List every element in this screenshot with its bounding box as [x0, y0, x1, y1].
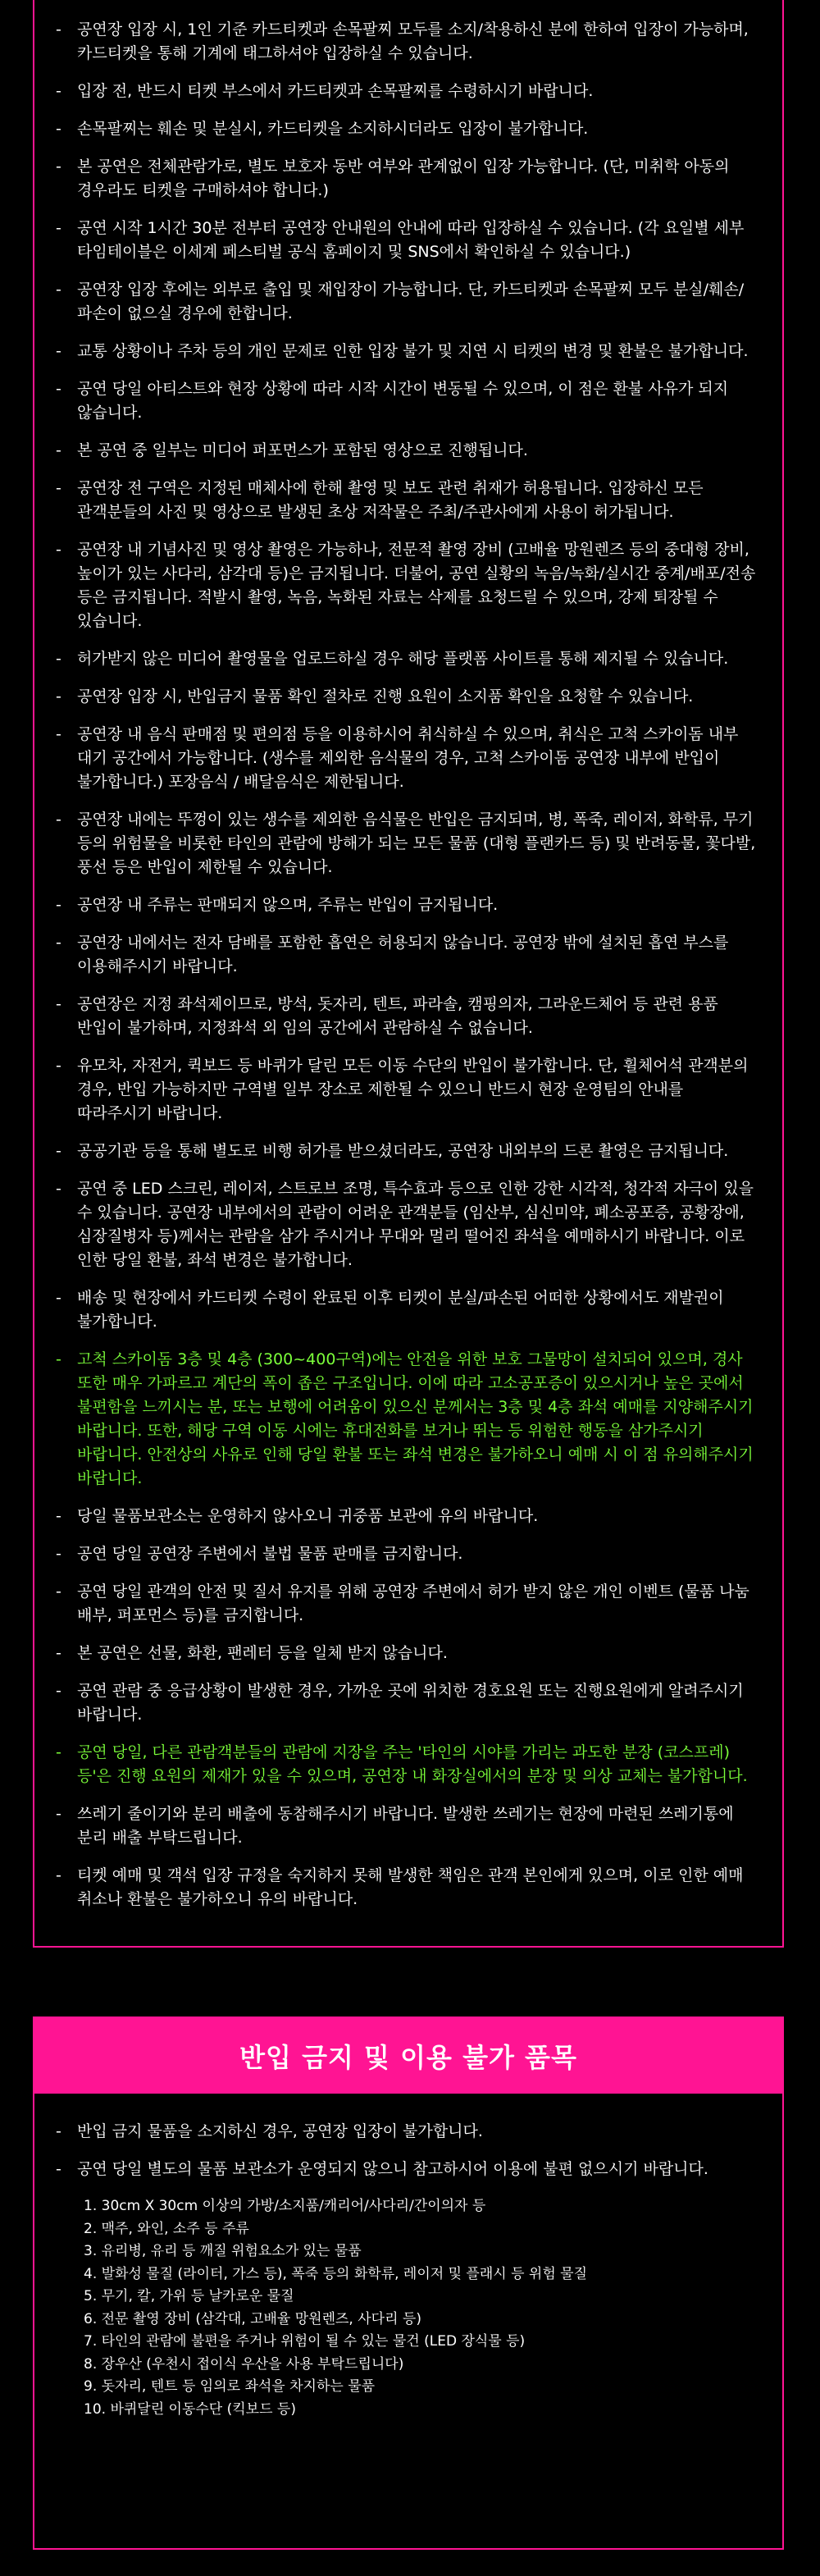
bullet-dash: - — [56, 1057, 61, 1075]
notice-item-text: 공연 당일 아티스트와 현장 상황에 따라 시작 시간이 변동될 수 있으며, 이 점은 환불 사유가 되지 않습니다. — [77, 380, 729, 422]
notice-item-text: 공연장 입장 후에는 외부로 출입 및 재입장이 가능합니다. 단, 카드티켓과 손목팔찌 모두 분실/훼손/파손이 없으실 경우에 한합니다. — [77, 281, 745, 322]
prohibited-note-text: 공연 당일 별도의 물품 보관소가 운영되지 않으니 참고하시어 이용에 불편 없으시기 바랍니다. — [77, 2160, 708, 2178]
notice-item — [56, 217, 761, 264]
notice-item — [56, 1802, 761, 1850]
notice-item — [56, 1140, 761, 1163]
prohibited-note — [56, 2158, 761, 2181]
notice-item — [56, 1505, 761, 1528]
bullet-dash: - — [56, 1583, 61, 1601]
notice-item-text: 티켓 예매 및 객석 입장 규정을 숙지하지 못해 발생한 책임은 관객 본인에게 있으며, 이로 인한 예매 취소나 환불은 불가하오니 유의 바랍니다. — [77, 1866, 744, 1908]
notice-item-text: 교통 상황이나 주차 등의 개인 문제로 인한 입장 불가 및 지연 시 티켓의 변경 및 환불은 불가합니다. — [77, 342, 749, 360]
notice-item-text: 공연장 입장 시, 반입금지 물품 확인 절차로 진행 요원이 소지품 확인을 요청할 수 있습니다. — [77, 687, 694, 706]
bullet-dash: - — [56, 1142, 61, 1160]
bullet-dash: - — [56, 725, 61, 743]
notice-item-text: 공연 당일, 다른 관람객분들의 관람에 지장을 주는 '타인의 시야를 가리는 과도한 분장 (코스프레) 등'은 진행 요원의 제재가 있을 수 있으며, 공연장 내 화장실에서의 분장 및 의상 교체는 불가합니다. — [77, 1743, 748, 1785]
notice-item — [56, 1741, 761, 1788]
notice-item — [56, 893, 761, 917]
bullet-dash: - — [56, 21, 61, 39]
bullet-dash: - — [56, 1180, 61, 1198]
notice-item — [56, 1580, 761, 1628]
notice-item-text: 공연장 입장 시, 1인 기준 카드티켓과 손목팔찌 모두를 소지/착용하신 분에 한하여 입장이 가능하며, 카드티켓을 통해 기계에 태그하셔야 입장하실 수 있습니다. — [77, 21, 749, 62]
bullet-dash: - — [56, 896, 61, 914]
notice-item — [56, 18, 761, 66]
notice-item-text: 본 공연은 선물, 화환, 팬레터 등을 일체 받지 않습니다. — [77, 1644, 448, 1662]
notice-item — [56, 1642, 761, 1665]
bullet-dash: - — [56, 1805, 61, 1823]
bullet-dash: - — [56, 380, 61, 398]
bullet-dash: - — [56, 219, 61, 237]
bullet-dash: - — [56, 687, 61, 706]
notice-item — [56, 1679, 761, 1727]
notice-item-text: 공연장 내 기념사진 및 영상 촬영은 가능하나, 전문적 촬영 장비 (고배율 망원렌즈 등의 중대형 장비, 높이가 있는 사다리, 삼각대 등)은 금지됩니다. 더불어, 공연 실황의 녹음/녹화/실시간 중계/배포/전송 등은 금지됩니다. 적발시 촬영, 녹음, 녹화된 자료는 삭제를 요청드릴 수 있으며, 강제 퇴장될 수 있습니다. — [77, 541, 756, 630]
notice-item — [56, 80, 761, 103]
notice-item — [56, 1177, 761, 1272]
notice-item-text: 공연장은 지정 좌석제이므로, 방석, 돗자리, 텐트, 파라솔, 캠핑의자, 그라운드체어 등 관련 용품 반입이 불가하며, 지정좌석 외 임의 공간에서 관람하실 수 없습니다. — [77, 995, 718, 1037]
prohibited-items-list — [34, 2195, 782, 2421]
notice-item — [56, 117, 761, 141]
notice-item-text: 공연장 전 구역은 지정된 매체사에 한해 촬영 및 보도 관련 취재가 허용됩니다. 입장하신 모든 관객분들의 사진 및 영상으로 발생된 초상 저작물은 주최/주관사에게 사용이 허가됩니다. — [77, 479, 704, 521]
bullet-dash: - — [56, 441, 61, 459]
notice-item-text: 본 공연 중 일부는 미디어 퍼포먼스가 포함된 영상으로 진행됩니다. — [77, 441, 528, 459]
notice-item-text: 공연장 내에는 뚜껑이 있는 생수를 제외한 음식물은 반입은 금지되며, 병, 폭죽, 레이저, 화학류, 무기 등의 위험물을 비롯한 타인의 관람에 방해가 되는 모든 물품 (대형 플랜카드 등) 및 반려동물, 꽃다발, 풍선 등은 반입이 제한될 수 있습니다. — [77, 811, 756, 876]
prohibited-notes-list — [34, 2094, 782, 2181]
notice-item — [56, 1864, 761, 1911]
notice-item-text: 공연장 내에서는 전자 담배를 포함한 흡연은 허용되지 않습니다. 공연장 밖에 설치된 흡연 부스를 이용해주시기 바랍니다. — [77, 934, 729, 975]
notice-list — [34, 0, 782, 1911]
notice-item-text: 공공기관 등을 통해 별도로 비행 허가를 받으셨더라도, 공연장 내외부의 드론 촬영은 금지됩니다. — [77, 1142, 729, 1160]
bullet-dash: - — [56, 1545, 61, 1563]
notice-item-text: 배송 및 현장에서 카드티켓 수령이 완료된 이후 티켓이 분실/파손된 어떠한 상황에서도 재발권이 불가합니다. — [77, 1289, 724, 1331]
prohibited-item: 7. 타인의 관람에 불편을 주거나 위험이 될 수 있는 물건 (LED 장식물 등) — [84, 2333, 526, 2350]
prohibited-section — [33, 2016, 784, 2550]
notice-item-text: 손목팔찌는 훼손 및 분실시, 카드티켓을 소지하시더라도 입장이 불가합니다. — [77, 120, 589, 138]
notice-section — [33, 0, 784, 1948]
prohibited-item: 4. 발화성 물질 (라이터, 가스 등), 폭죽 등의 화학류, 레이저 및 플래시 등 위험 물질 — [84, 2265, 588, 2282]
notice-item — [56, 1054, 761, 1126]
prohibited-item: 3. 유리병, 유리 등 깨질 위험요소가 있는 물품 — [84, 2243, 362, 2259]
bullet-dash: - — [56, 2122, 61, 2140]
bullet-dash: - — [56, 120, 61, 138]
notice-item-text: 공연장 내 주류는 판매되지 않으며, 주류는 반입이 금지됩니다. — [77, 896, 499, 914]
notice-item — [56, 340, 761, 363]
bullet-dash: - — [56, 650, 61, 668]
notice-item-text: 공연장 내 음식 판매점 및 편의점 등을 이용하시어 취식하실 수 있으며, 취식은 고척 스카이돔 내부 대기 공간에서 가능합니다. (생수를 제외한 음식물의 경우, 고척 스카이돔 공연장 내부에 반입이 불가합니다.) 포장음식 / 배달음식은 제한됩니다. — [77, 725, 739, 791]
notice-item-text: 유모차, 자전거, 퀵보드 등 바퀴가 달린 모든 이동 수단의 반입이 불가합니다. 단, 휠체어석 관객분의 경우, 반입 가능하지만 구역별 일부 장소로 제한될 수 있으니 반드시 현장 운영팀의 안내를 따라주시기 바랍니다. — [77, 1057, 749, 1122]
notice-item — [56, 439, 761, 463]
notice-item-text: 쓰레기 줄이기와 분리 배출에 동참해주시기 바랍니다. 발생한 쓰레기는 현장에 마련된 쓰레기통에 분리 배출 부탁드립니다. — [77, 1805, 734, 1847]
notice-item-text: 입장 전, 반드시 티켓 부스에서 카드티켓과 손목팔찌를 수령하시기 바랍니다. — [77, 82, 594, 100]
prohibited-item: 1. 30cm X 30cm 이상의 가방/소지품/캐리어/사다리/간이의자 등 — [84, 2198, 486, 2214]
notice-item — [56, 1542, 761, 1566]
bullet-dash: - — [56, 342, 61, 360]
bullet-dash: - — [56, 158, 61, 176]
notice-item — [56, 723, 761, 794]
prohibited-item: 2. 맥주, 와인, 소주 등 주류 — [84, 2220, 249, 2237]
notice-item-text: 공연 당일 관객의 안전 및 질서 유지를 위해 공연장 주변에서 허가 받지 않은 개인 이벤트 (물품 나눔 배부, 퍼포먼스 등)를 금지합니다. — [77, 1583, 749, 1624]
notice-item — [56, 685, 761, 709]
notice-item-text: 고척 스카이돔 3층 및 4층 (300~400구역)에는 안전을 위한 보호 그물망이 설치되어 있으며, 경사 또한 매우 가파르고 계단의 폭이 좁은 구조입니다. 이에 따라 고소공포증이 있으시거나 높은 곳에서 불편함을 느끼시는 분, 또는 보행에 어려움이 있으신 분께서는 3층 및 4층 좌석 예매를 지양해주시기 바랍니다. 또한, 해당 구역 이동 시에는 휴대전화를 보거나 뛰는 등 위험한 행동을 삼가주시기 바랍니다. 안전상의 사유로 인해 당일 환불 또는 좌석 변경은 불가하오니 예매 시 이 점 유의해주시기 바랍니다. — [77, 1350, 754, 1487]
prohibited-item: 5. 무기, 칼, 가위 등 날카로운 물질 — [84, 2288, 294, 2304]
notice-item — [56, 647, 761, 671]
notice-item — [56, 377, 761, 425]
notice-item-text: 공연 중 LED 스크린, 레이저, 스트로브 조명, 특수효과 등으로 인한 강한 시각적, 청각적 자극이 있을 수 있습니다. 공연장 내부에서의 관람이 어려운 관객분들 (임산부, 심신미약, 폐소공포증, 공황장애, 심장질병자 등)께서는 관람을 삼가 주시거나 무대와 멀리 떨어진 좌석을 예매하시기 바랍니다. 이로 인한 당일 환불, 좌석 변경은 불가합니다. — [77, 1180, 754, 1269]
prohibited-item: 10. 바퀴달린 이동수단 (킥보드 등) — [84, 2400, 296, 2418]
bullet-dash: - — [56, 1866, 61, 1884]
notice-item — [56, 278, 761, 326]
bullet-dash: - — [56, 541, 61, 559]
notice-item — [56, 931, 761, 979]
bullet-dash: - — [56, 1682, 61, 1700]
bullet-dash: - — [56, 1507, 61, 1525]
bullet-dash: - — [56, 82, 61, 100]
notice-item — [56, 1348, 761, 1491]
notice-item — [56, 993, 761, 1040]
notice-item-text: 본 공연은 전체관람가로, 별도 보호자 동반 여부와 관계없이 입장 가능합니다. (단, 미취학 아동의 경우라도 티켓을 구매하셔야 합니다.) — [77, 158, 730, 199]
notice-item — [56, 477, 761, 524]
prohibited-note — [56, 2120, 761, 2144]
notice-item — [56, 808, 761, 879]
bullet-dash: - — [56, 1289, 61, 1307]
prohibited-item: 6. 전문 촬영 장비 (삼각대, 고배율 망원렌즈, 사다리 등) — [84, 2310, 421, 2327]
notice-item — [56, 1286, 761, 1334]
notice-item-text: 당일 물품보관소는 운영하지 않사오니 귀중품 보관에 유의 바랍니다. — [77, 1507, 539, 1525]
notice-item-text: 공연 시작 1시간 30분 전부터 공연장 안내원의 안내에 따라 입장하실 수 있습니다. (각 요일별 세부 타임테이블은 이세계 페스티벌 공식 홈페이지 및 SNS에서 확인하실 수 있습니다.) — [77, 219, 745, 261]
bullet-dash: - — [56, 995, 61, 1013]
bullet-dash: - — [56, 1743, 61, 1761]
notice-item-text: 허가받지 않은 미디어 촬영물을 업로드하실 경우 해당 플랫폼 사이트를 통해 제지될 수 있습니다. — [77, 650, 729, 668]
prohibited-section-title: 반입 금지 및 이용 불가 품목 — [34, 2018, 782, 2094]
bullet-dash: - — [56, 1644, 61, 1662]
bullet-dash: - — [56, 479, 61, 497]
bullet-dash: - — [56, 811, 61, 829]
notice-item-text: 공연 당일 공연장 주변에서 불법 물품 판매를 금지합니다. — [77, 1545, 463, 1563]
bullet-dash: - — [56, 281, 61, 299]
prohibited-note-text: 반입 금지 물품을 소지하신 경우, 공연장 입장이 불가합니다. — [77, 2122, 483, 2140]
bullet-dash: - — [56, 1350, 61, 1368]
notice-item-text: 공연 관람 중 응급상황이 발생한 경우, 가까운 곳에 위치한 경호요원 또는 진행요원에게 알려주시기 바랍니다. — [77, 1682, 744, 1724]
notice-item — [56, 538, 761, 633]
bullet-dash: - — [56, 2160, 61, 2178]
prohibited-item: 8. 장우산 (우천시 접이식 우산을 사용 부탁드립니다) — [84, 2355, 404, 2373]
prohibited-item: 9. 돗자리, 텐트 등 임의로 좌석을 차지하는 물품 — [84, 2378, 376, 2395]
bullet-dash: - — [56, 934, 61, 952]
notice-item — [56, 155, 761, 203]
